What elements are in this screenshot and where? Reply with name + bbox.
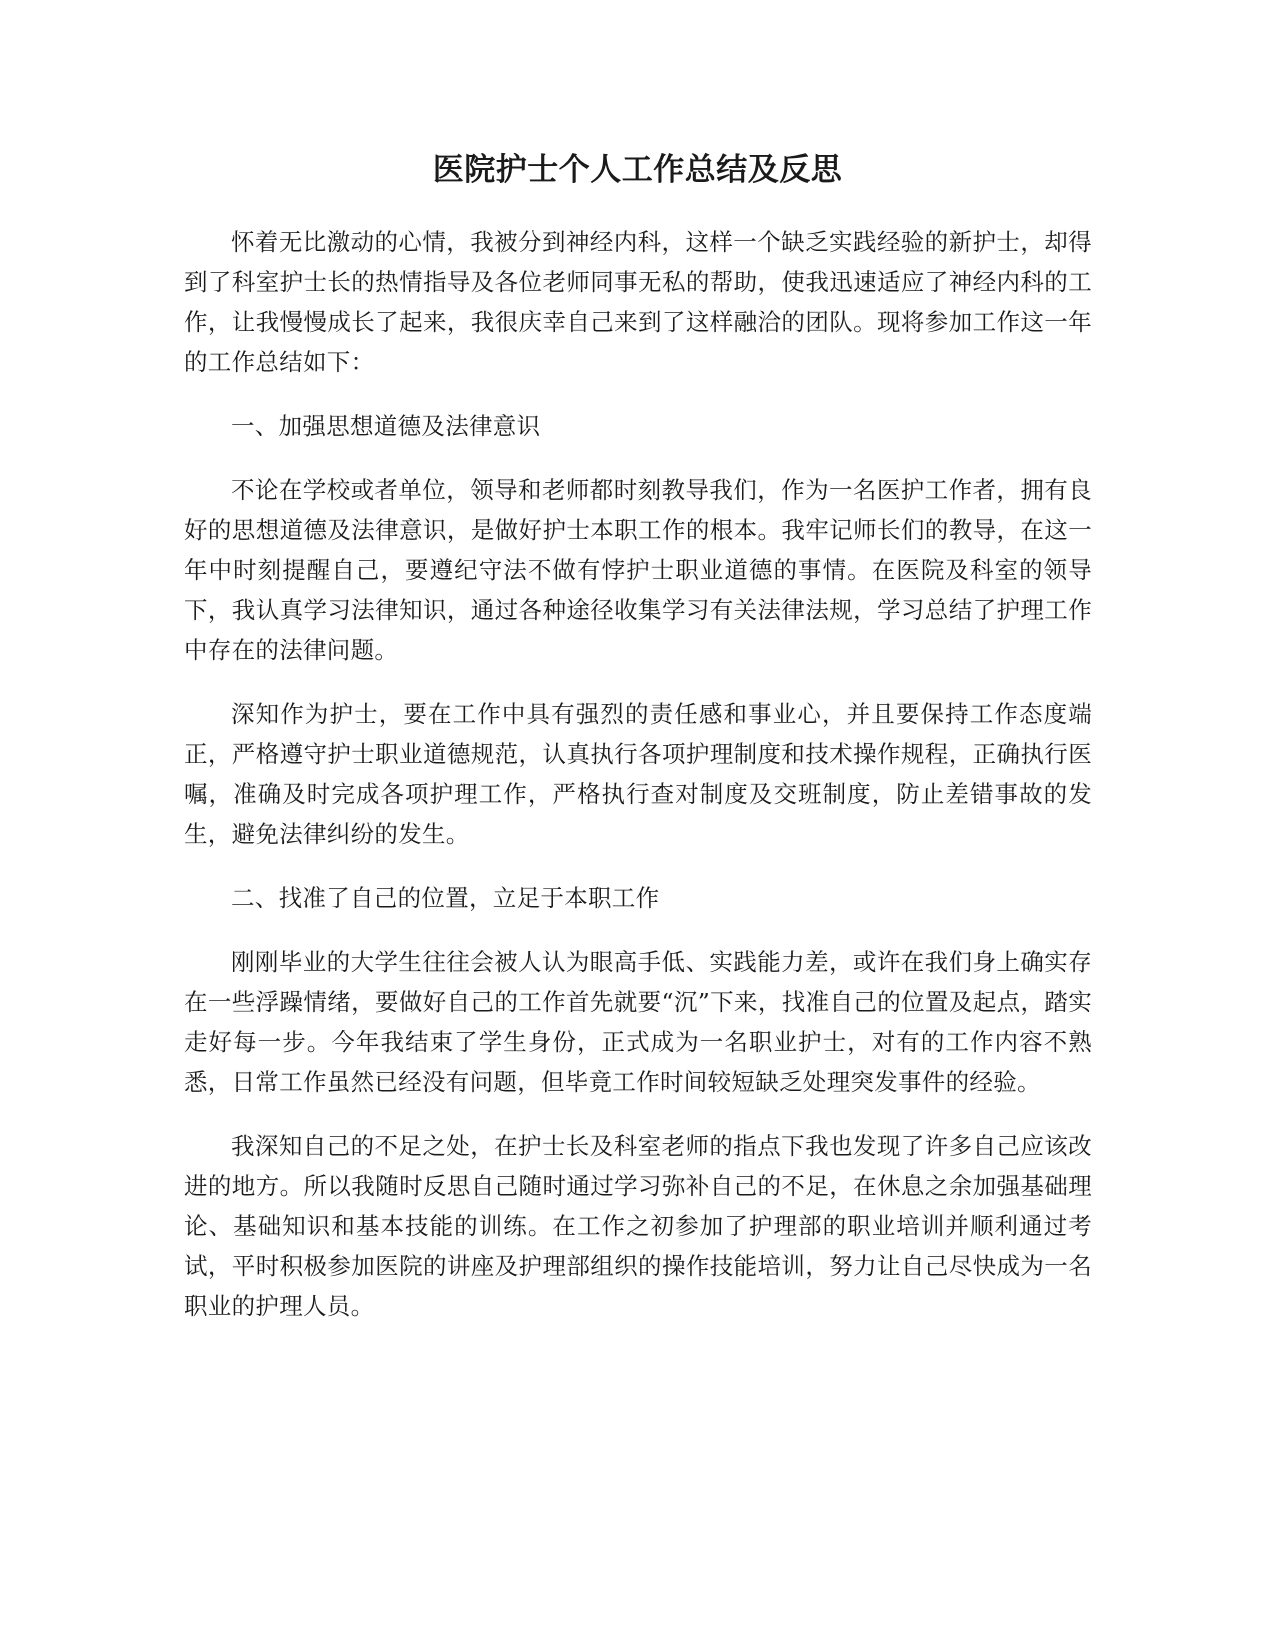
paragraph-intro: 怀着无比激动的心情，我被分到神经内科，这样一个缺乏实践经验的新护士，却得到了科室护士长的热情指导及各位老师同事无私的帮助，使我迅速适应了神经内科的工作，让我慢慢成长了起来，我很庆幸自己来到了这样融洽的团队。现将参加工作这一年的工作总结如下： [184, 228, 1092, 376]
document-title: 医院护士个人工作总结及反思 [432, 152, 843, 188]
section-heading-2: 二、找准了自己的位置，立足于本职工作 [231, 884, 660, 912]
paragraph-ethics-law: 不论在学校或者单位，领导和老师都时刻教导我们，作为一名医护工作者，拥有良好的思想道德及法律意识，是做好护士本职工作的根本。我牢记师长们的教导，在这一年中时刻提醒自己，要遵纪守法不做有悖护士职业道德的事情。在医院及科室的领导下，我认真学习法律知识，通过各种途径收集学习有关法律法规，学习总结了护理工作中存在的法律问题。 [184, 476, 1092, 664]
section-heading-1: 一、加强思想道德及法律意识 [231, 412, 541, 440]
paragraph-improvement: 我深知自己的不足之处，在护士长及科室老师的指点下我也发现了许多自己应该改进的地方。所以我随时反思自己随时通过学习弥补自己的不足，在休息之余加强基础理论、基础知识和基本技能的训练。在工作之初参加了护理部的职业培训并顺利通过考试，平时积极参加医院的讲座及护理部组织的操作技能培训，努力让自己尽快成为一名职业的护理人员。 [184, 1132, 1092, 1320]
document-body [184, 222, 1092, 1350]
paragraph-position: 刚刚毕业的大学生往往会被人认为眼高手低、实践能力差，或许在我们身上确实存在一些浮躁情绪，要做好自己的工作首先就要“沉”下来，找准自己的位置及起点，踏实走好每一步。今年我结束了学生身份，正式成为一名职业护士，对有的工作内容不熟悉，日常工作虽然已经没有问题，但毕竟工作时间较短缺乏处理突发事件的经验。 [184, 948, 1092, 1096]
paragraph-responsibility: 深知作为护士，要在工作中具有强烈的责任感和事业心，并且要保持工作态度端正，严格遵守护士职业道德规范，认真执行各项护理制度和技术操作规程，正确执行医嘱，准确及时完成各项护理工作，严格执行查对制度及交班制度，防止差错事故的发生，避免法律纠纷的发生。 [184, 700, 1092, 848]
